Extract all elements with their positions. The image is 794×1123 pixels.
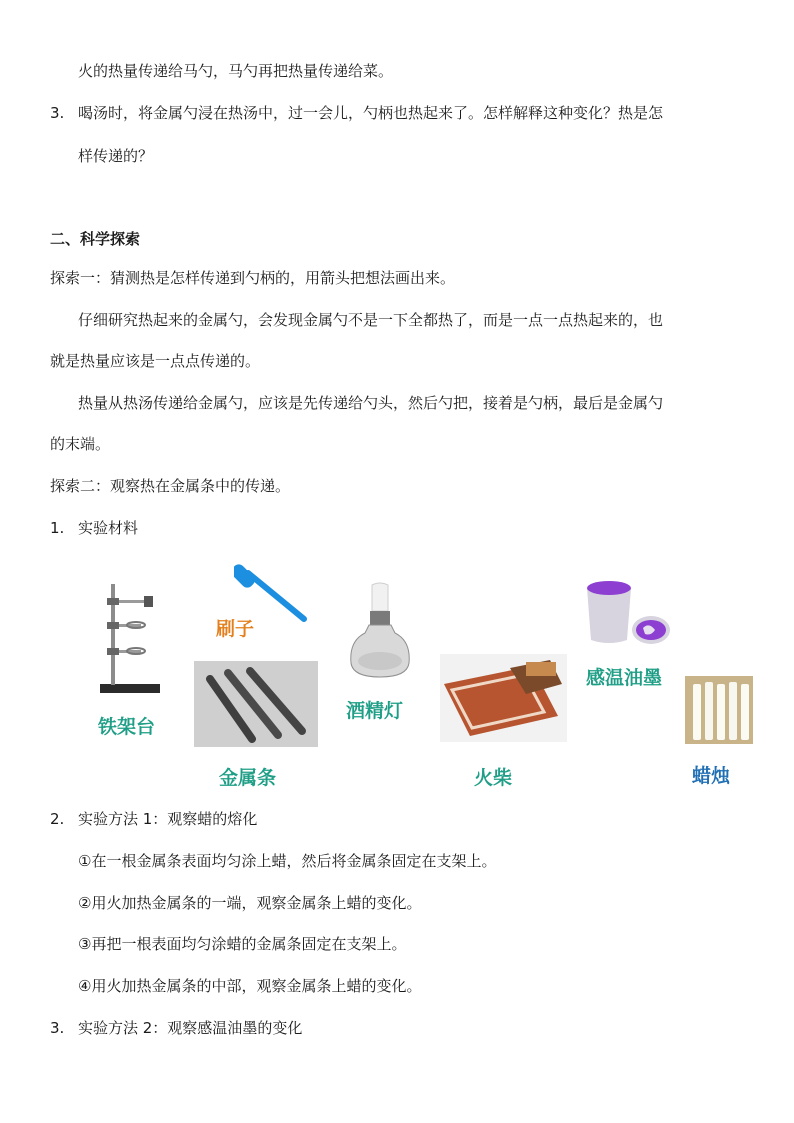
explore-1-paragraph-1-line-1: 仔细研究热起来的金属勺，会发现金属勺不是一下全都热了，而是一点一点热起来的，也 xyxy=(78,311,664,329)
label-iron-stand: 铁架台 xyxy=(98,716,156,738)
label-alcohol-lamp: 酒精灯 xyxy=(346,700,404,722)
question-3-number: 3. xyxy=(50,104,65,122)
thermochromic-ink-image xyxy=(581,578,673,648)
alcohol-lamp-image xyxy=(345,581,415,681)
item-2-number: 2. xyxy=(50,810,65,828)
explore-1-title: 探索一：猜测热是怎样传递到勺柄的，用箭头把想法画出来。 xyxy=(50,269,456,287)
label-brush: 刷子 xyxy=(216,618,255,640)
section-title: 二、科学探索 xyxy=(50,230,141,248)
iron-stand-image xyxy=(96,580,164,696)
step-1: ①在一根金属条表面均匀涂上蜡，然后将金属条固定在支架上。 xyxy=(78,852,497,870)
item-3-text: 实验方法 2：观察感温油墨的变化 xyxy=(78,1019,303,1037)
step-2: ②用火加热金属条的一端，观察金属条上蜡的变化。 xyxy=(78,894,422,912)
candles-image xyxy=(685,676,753,744)
item-1-text: 实验材料 xyxy=(78,519,139,537)
item-3-number: 3. xyxy=(50,1019,65,1037)
question-3-line-2: 样传递的？ xyxy=(78,147,154,165)
explore-1-paragraph-2-line-1: 热量从热汤传递给金属勺，应该是先传递给勺头，然后勺把，接着是勺柄，最后是金属勺 xyxy=(78,394,664,412)
label-matches: 火柴 xyxy=(474,767,513,789)
metal-rods-image xyxy=(194,661,318,747)
label-metal-rods: 金属条 xyxy=(219,767,277,789)
question-3-line-1: 喝汤时，将金属勺浸在热汤中，过一会儿，勺柄也热起来了。怎样解释这种变化？热是怎 xyxy=(78,104,664,122)
label-thermochromic-ink: 感温油墨 xyxy=(586,667,663,689)
matches-image xyxy=(440,654,567,742)
question-2-continuation: 火的热量传递给马勺，马勺再把热量传递给菜。 xyxy=(78,62,394,80)
step-3: ③再把一根表面均匀涂蜡的金属条固定在支架上。 xyxy=(78,935,407,953)
explore-2-title: 探索二：观察热在金属条中的传递。 xyxy=(50,477,291,495)
explore-1-paragraph-2-line-2: 的末端。 xyxy=(50,435,111,453)
step-4: ④用火加热金属条的中部，观察金属条上蜡的变化。 xyxy=(78,977,422,995)
item-1-number: 1. xyxy=(50,519,65,537)
label-candles: 蜡烛 xyxy=(692,765,731,787)
item-2-text: 实验方法 1：观察蜡的熔化 xyxy=(78,810,258,828)
explore-1-paragraph-1-line-2: 就是热量应该是一点点传递的。 xyxy=(50,352,261,370)
